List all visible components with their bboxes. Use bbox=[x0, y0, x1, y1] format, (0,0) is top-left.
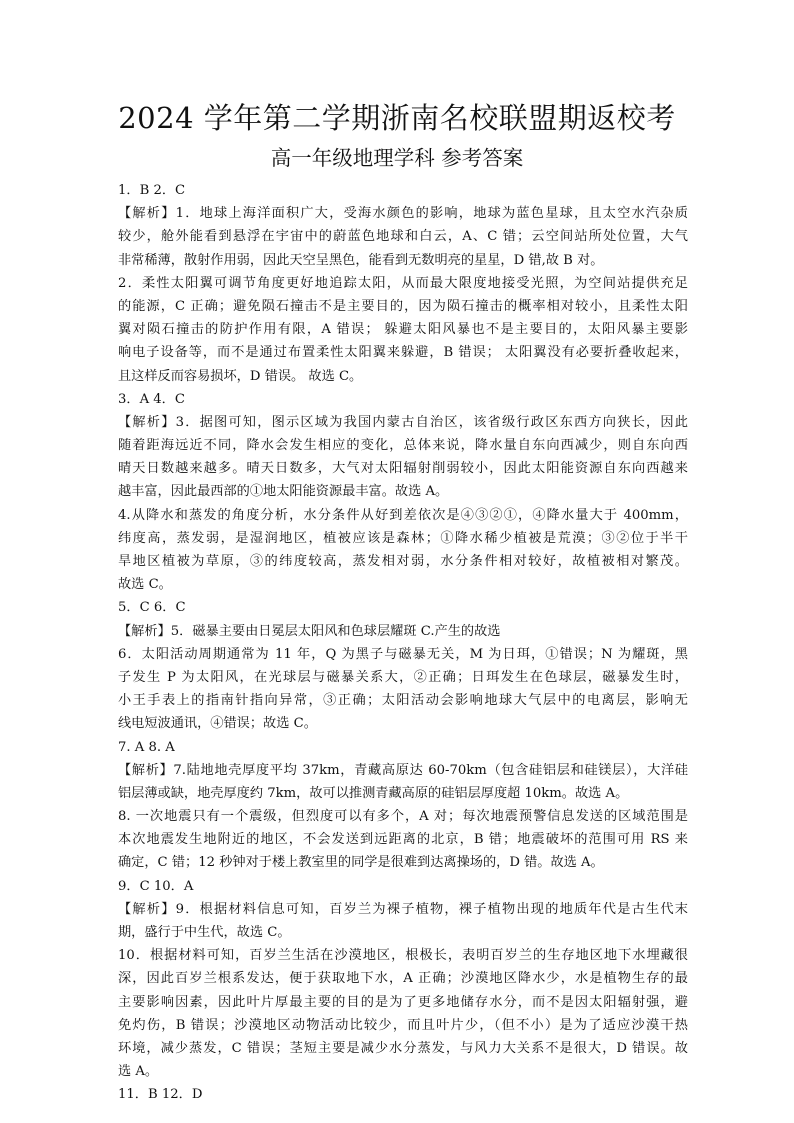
text-line: 11．B 12．D bbox=[118, 1087, 203, 1103]
text-line: 6．太阳活动周期通常为 11 年，Q 为黑子与磁暴无关，M 为日珥，①错误；N 为耀斑，黑 bbox=[118, 646, 688, 662]
text-line: 本次地震发生地附近的地区，不会发送到远距离的北京，B 错；地震破坏的范围可用 RS 来 bbox=[118, 832, 688, 848]
page-subtitle: 高一年级地理学科 参考答案 bbox=[270, 146, 524, 170]
text-line: 【解析】9．根据材料信息可知，百岁兰为裸子植物，裸子植物出现的地质年代是古生代末 bbox=[118, 901, 688, 917]
text-line: 环境，减少蒸发，C 错误；茎短主要是减少水分蒸发，与风力大关系不是很大，D 错误。故 bbox=[118, 1040, 688, 1056]
text-line: 且这样反而容易损坏，D 错误。 故选 C。 bbox=[118, 368, 363, 384]
answer-body bbox=[118, 179, 688, 1107]
text-line: 4.从降水和蒸发的角度分析，水分条件从好到差依次是④③②①，④降水量大于 400mm， bbox=[118, 507, 688, 523]
text-line: 8. 一次地震只有一个震级，但烈度可以有多个，A 对；每次地震预警信息发送的区域范围是 bbox=[118, 809, 688, 825]
text-line: 晴天日数越来越多。晴天日数多，大气对太阳辐射削弱较小，因此太阳能资源自东向西越来 bbox=[118, 461, 688, 477]
text-line: 【解析】3．据图可知，图示区域为我国内蒙古自治区，该省级行政区东西方向狭长，因此 bbox=[118, 414, 688, 430]
text-line: 选 A。 bbox=[118, 1064, 159, 1080]
text-line: 主要影响因素，因此叶片厚最主要的目的是为了更多地储存水分，而不是因太阳辐射强，避 bbox=[118, 994, 688, 1010]
page-title: 2024 学年第二学期浙南名校联盟期返校考 bbox=[118, 101, 676, 135]
text-line: 旱地区植被为草原，③的纬度较高，蒸发相对弱，水分条件相对较好，故植被相对繁茂。 bbox=[118, 554, 688, 569]
text-line: 7. A 8. A bbox=[118, 739, 175, 755]
text-line: 2．柔性太阳翼可调节角度更好地追踪太阳，从而最大限度地接受光照，为空间站提供充足 bbox=[118, 275, 688, 291]
text-line: 深，因此百岁兰根系发达，便于获取地下水，A 正确；沙漠地区降水少，水是植物生存的最 bbox=[118, 971, 688, 987]
text-line: 小王手表上的指南针指向异常，③正确；太阳活动会影响地球大气层中的电离层，影响无 bbox=[118, 693, 688, 709]
text-line: 子发生 P 为太阳风，在光球层与磁暴关系大，②正确；日珥发生在色球层，磁暴发生时， bbox=[118, 669, 688, 685]
text-line: 3．A 4．C bbox=[118, 391, 185, 407]
text-line: 随着距海远近不同，降水会发生相应的变化，总体来说，降水量自东向西减少，则自东向西 bbox=[118, 438, 688, 454]
text-line: 的能源，C 正确；避免陨石撞击不是主要目的，因为陨石撞击的概率相对较小，且柔性太阳 bbox=[118, 298, 688, 314]
text-line: 线电短波通讯，④错误；故选 C。 bbox=[118, 716, 317, 732]
text-line: 非常稀薄，散射作用弱，因此天空呈黑色，能看到无数明亮的星星，D 错,故 B 对。 bbox=[118, 252, 604, 268]
text-line: 较少，舱外能看到悬浮在宇宙中的蔚蓝色地球和白云，A、C 错；云空间站所处位置，大气 bbox=[118, 229, 688, 245]
text-line: 1．B 2．C bbox=[118, 183, 186, 198]
text-line: 响电子设备等，而不是通过布置柔性太阳翼来躲避，B 错误； 太阳翼没有必要折叠收起来， bbox=[118, 345, 688, 361]
text-line: 故选 C。 bbox=[118, 577, 172, 593]
text-line: 9．C 10．A bbox=[118, 878, 194, 894]
text-line: 10．根据材料可知，百岁兰生活在沙漠地区，根极长，表明百岁兰的生存地区地下水埋藏很 bbox=[118, 948, 688, 964]
text-line: 5．C 6．C bbox=[118, 600, 186, 616]
text-line: 【解析】1．地球上海洋面积广大，受海水颜色的影响，地球为蓝色星球，且太空水汽杂质 bbox=[118, 206, 688, 222]
text-line: 【解析】7.陆地地壳厚度平均 37km，青藏高原达 60-70km（包含硅铝层和硅镁层），大洋硅 bbox=[118, 762, 688, 778]
text-line: 确定，C 错；12 秒钟对于楼上教室里的同学是很难到达离操场的，D 错。故选 A。 bbox=[118, 855, 604, 871]
text-line: 翼对陨石撞击的防护作用有限，A 错误； 躲避太阳风暴也不是主要目的，太阳风暴主要影 bbox=[118, 322, 688, 338]
text-line: 越丰富，因此最西部的①地太阳能资源最丰富。故选 A。 bbox=[118, 484, 449, 500]
text-line: 免灼伤，B 错误；沙漠地区动物活动比较少，而且叶片少，（但不小）是为了适应沙漠干热 bbox=[118, 1017, 688, 1033]
text-line: 纬度高，蒸发弱，是湿润地区，植被应该是森林；①降水稀少植被是荒漠；③②位于半干 bbox=[118, 530, 688, 546]
text-line: 【解析】5．磁暴主要由日冕层太阳风和色球层耀斑 C.产生的故选 bbox=[118, 623, 501, 639]
text-line: 铝层薄或缺，地壳厚度约 7km，故可以推测青藏高原的硅铝层厚度超 10km。故选 A。 bbox=[118, 785, 629, 801]
text-line: 期，盛行于中生代，故选 C。 bbox=[118, 925, 291, 940]
